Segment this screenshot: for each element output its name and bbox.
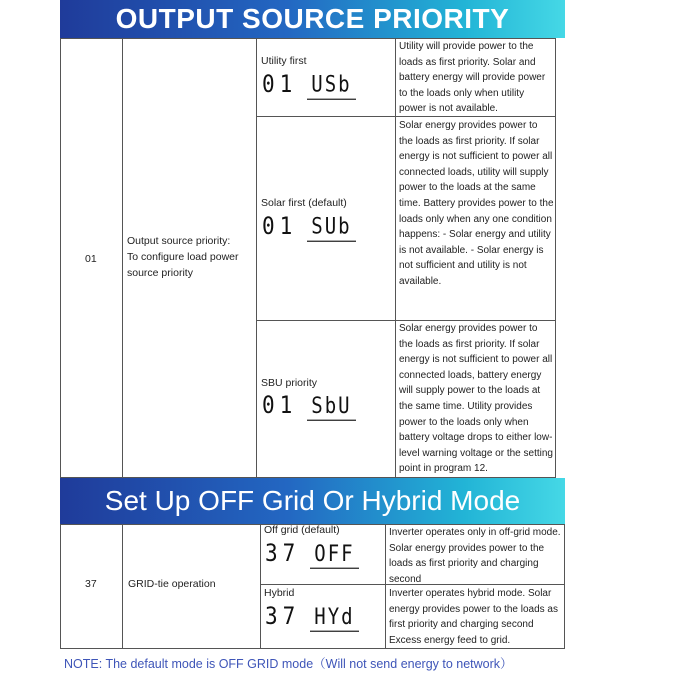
section1-program-number: 01 [85, 253, 97, 265]
option-utility-first-description: Utility will provide power to the loads as first priority. Solar and battery energy will provide power to the loads only when utility power is not available. [399, 41, 546, 115]
lcd-setting-value: SbU [307, 393, 355, 421]
lcd-setting-value: SUb [307, 214, 355, 242]
section2-title: Set Up OFF Grid Or Hybrid Mode [60, 478, 565, 524]
option-off-grid-description: Inverter operates only in off-grid mode. Solar energy provides power to the loads as first priority and charging second [389, 527, 561, 585]
section1-col-divider-1 [122, 38, 123, 478]
option-solar-first-label: Solar first (default) [261, 197, 347, 209]
option-hybrid-lcd [265, 604, 359, 630]
section2-col-divider-2 [260, 524, 261, 649]
section2-col-divider-1 [122, 524, 123, 649]
section1-title: OUTPUT SOURCE PRIORITY [60, 0, 565, 38]
lcd-setting-value: HYd [310, 604, 358, 632]
section1-col-divider-2 [256, 38, 257, 478]
lcd-program-number: 37 [265, 602, 301, 630]
option-solar-first-lcd [262, 214, 356, 240]
lcd-program-number: 01 [262, 212, 298, 240]
section2-setting-name: GRID-tie operation [128, 578, 216, 590]
section2-program-number: 37 [85, 578, 97, 590]
option-off-grid-lcd [265, 541, 359, 567]
option-utility-first-label: Utility first [261, 55, 307, 67]
option-sbu-priority-lcd [262, 393, 356, 419]
option-utility-first-lcd [262, 72, 356, 98]
lcd-setting-value: USb [307, 72, 355, 100]
option-solar-first-description: Solar energy provides power to the loads as first priority. If solar energy is not sufficient to power all connected loads, utility will supply power to the loads at the same time. Battery provides power to the loads only when any one condition happens: - Solar energy and utility is not available. - Solar energy is not sufficient and utility is not available. [399, 120, 554, 287]
lcd-program-number: 01 [262, 391, 298, 419]
option-sbu-priority-description: Solar energy provides power to the loads as first priority. If solar energy is not sufficient to power all connected loads, battery energy will supply power to the loads at the same time. Utility provides power to the loads only when battery voltage drops to either low-level warning voltage or the setting point in program 12. [399, 323, 553, 475]
section1-setting-name: Output source priority: [127, 235, 231, 247]
lcd-setting-value: OFF [310, 541, 358, 569]
option-sbu-priority-label: SBU priority [261, 377, 318, 389]
option-hybrid-label: Hybrid [264, 587, 295, 599]
section2-col-divider-3 [385, 524, 386, 649]
section1-setting-desc: To configure load power source priority [127, 251, 239, 279]
option-hybrid-description: Inverter operates hybrid mode. Solar energy provides power to the loads as first priority and charging second Excess energy feed to grid. [389, 588, 558, 646]
section1-col-divider-3 [395, 38, 396, 478]
lcd-program-number: 37 [265, 539, 301, 567]
lcd-program-number: 01 [262, 70, 298, 98]
default-mode-note: NOTE: The default mode is OFF GRID mode（Will not send energy to network） [64, 657, 513, 671]
option-off-grid-label: Off grid (default) [264, 524, 340, 536]
